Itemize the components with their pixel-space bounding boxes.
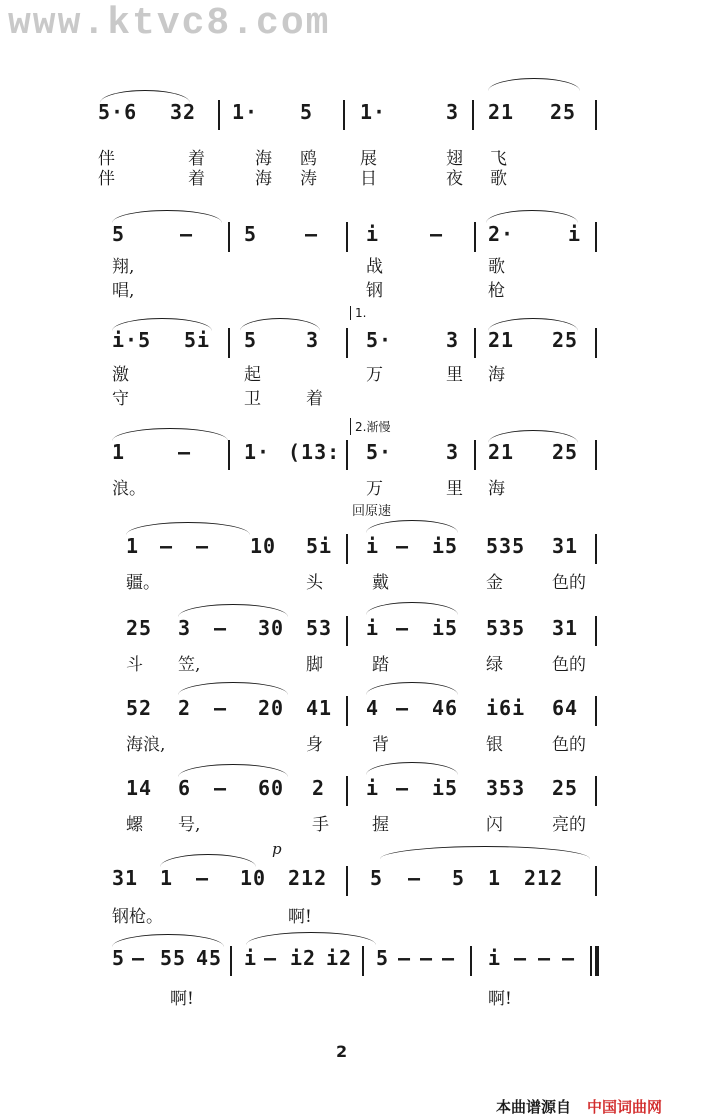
first-ending-bracket: 1. [350,306,366,320]
barline [346,328,348,358]
lyric-syllable: 钢 [366,281,383,301]
note: 32 [170,100,197,124]
note: 353 [486,776,526,800]
lyric-syllable: 海 [255,149,272,169]
barline [474,222,476,252]
source-credit [496,1096,662,1117]
note: — [538,946,552,970]
note: 1 [488,866,502,890]
note: 41 [306,696,333,720]
note-row [0,946,701,976]
note-row [0,100,701,130]
lyric-syllable: 里 [446,479,463,499]
note: 5 [370,866,384,890]
barline [362,946,364,976]
barline [228,328,230,358]
lyric-syllable: 万 [366,479,383,499]
note-row [0,776,701,806]
lyric-line-1 [0,984,701,1008]
lyric-syllable: 伴 [98,169,115,189]
note: — [420,946,434,970]
note: 25 [126,616,153,640]
lyric-syllable: 银 [486,735,503,755]
lyric-syllable: 闪 [486,815,503,835]
note: 5 [452,866,466,890]
barline [230,946,232,976]
note: 5 [300,100,314,124]
lyric-syllable: 笠, [178,655,201,675]
note: 2· [488,222,515,246]
barline [346,776,348,806]
barline [346,696,348,726]
note: 53 [306,616,333,640]
lyric-line-1 [0,730,701,754]
note: 212 [288,866,328,890]
lyric-syllable: 枪 [488,281,505,301]
lyric-syllable: 海 [488,479,505,499]
note-row [0,616,701,646]
note: i2 [290,946,317,970]
lyric-syllable: 绿 [486,655,503,675]
note: 2 [178,696,192,720]
note: 535 [486,534,526,558]
note: 25 [550,100,577,124]
lyric-syllable: 戴 [372,573,389,593]
note: i [568,222,582,246]
barline [595,696,597,726]
note: 3 [306,328,320,352]
note: 5· [366,328,393,352]
note: 3 [178,616,192,640]
note: 52 [126,696,153,720]
note: 31 [112,866,139,890]
source-credit-site[interactable]: 中国词曲网 [587,1098,663,1116]
lyric-syllable: 鸥 [300,149,317,169]
lyric-syllable: 海 [255,169,272,189]
note: — [442,946,456,970]
note: 6 [178,776,192,800]
lyric-syllable: 握 [372,815,389,835]
second-ending-bracket: 2.渐慢 [350,418,390,435]
note: 5 [244,222,258,246]
barline [474,440,476,470]
lyric-syllable: 踏 [372,655,389,675]
lyric-syllable: 号, [178,815,201,835]
barline [228,440,230,470]
note: 5i [184,328,211,352]
lyric-syllable: 激 [112,365,129,385]
lyric-syllable: 万 [366,365,383,385]
barline [595,328,597,358]
lyric-syllable: 色的 [552,655,586,675]
note: — [562,946,576,970]
note: 1· [360,100,387,124]
lyric-syllable: 海浪, [126,735,166,755]
barline [595,534,597,564]
note: — [514,946,528,970]
lyric-syllable: 歌 [490,169,507,189]
barline [472,100,474,130]
note: 5 [112,946,126,970]
note: 1· [244,440,271,464]
lyric-line-1 [0,902,701,926]
lyric-syllable: 海 [488,365,505,385]
lyric-line-1 [0,568,701,592]
note-row [0,440,701,470]
note: 4 [366,696,380,720]
lyric-syllable: 啊! [288,907,312,927]
note: i [244,946,258,970]
note: 5 [112,222,126,246]
barline [228,222,230,252]
dynamic-marking: p [272,840,282,858]
note: — [398,946,412,970]
note: 31 [552,616,579,640]
note: — [396,776,410,800]
lyric-line-1 [0,474,701,498]
note: 5 [244,328,258,352]
note: 25 [552,440,579,464]
note: i [488,946,502,970]
note: 1· [232,100,259,124]
note: 64 [552,696,579,720]
note-row [0,328,701,358]
barline [343,100,345,130]
barline [346,534,348,564]
barline [595,776,597,806]
note: 21 [488,100,515,124]
note: i [366,616,380,640]
lyric-line-2 [0,276,701,300]
note: — [214,776,228,800]
watermark-text: www.ktvc8.com [8,2,331,45]
note: 535 [486,616,526,640]
note: — [132,946,146,970]
lyric-syllable: 涛 [300,169,317,189]
lyric-syllable: 脚 [306,655,323,675]
lyric-syllable: 歌 [488,257,505,277]
note: 1 [160,866,174,890]
note: — [178,440,192,464]
note: i [366,222,380,246]
note: 46 [432,696,459,720]
tempo-marking: 回原速 [352,504,392,519]
barline [218,100,220,130]
note: — [264,946,278,970]
lyric-line-2 [0,164,701,188]
note: 25 [552,776,579,800]
barline [474,328,476,358]
note: 60 [258,776,285,800]
lyric-syllable: 着 [188,169,205,189]
note: 20 [258,696,285,720]
note: — [408,866,422,890]
lyric-syllable: 头 [306,573,323,593]
note: 21 [488,440,515,464]
note: — [396,616,410,640]
note: — [180,222,194,246]
lyric-syllable: 亮的 [552,815,586,835]
lyric-syllable: 斗 [126,655,143,675]
note-row [0,866,701,896]
lyric-syllable: 浪。 [112,479,146,499]
lyric-syllable: 守 [112,389,129,409]
note: 10 [240,866,267,890]
barline [346,866,348,896]
lyric-syllable: 金 [486,573,503,593]
barline [595,616,597,646]
lyric-syllable: 螺 [126,815,143,835]
note: 5· [366,440,393,464]
note: i·5 [112,328,152,352]
lyric-syllable: 展 [360,149,377,169]
lyric-syllable: 夜 [446,169,463,189]
note: 45 [196,946,223,970]
barline [595,100,597,130]
lyric-syllable: 手 [312,815,329,835]
lyric-syllable: 伴 [98,149,115,169]
lyric-syllable: 卫 [244,389,261,409]
note: — [196,534,210,558]
note: 3 [446,100,460,124]
note: i5 [432,616,459,640]
note: 2 [312,776,326,800]
barline [595,222,597,252]
note: — [305,222,319,246]
lyric-line-1 [0,360,701,384]
note-row [0,696,701,726]
note-row [0,534,701,564]
lyric-syllable: 起 [244,365,261,385]
note: i5 [432,776,459,800]
note: i6i [486,696,526,720]
note: — [396,696,410,720]
note: i [366,534,380,558]
note: — [196,866,210,890]
note: (13: [288,440,341,464]
note: 1 [126,534,140,558]
lyric-syllable: 翅 [446,149,463,169]
note: — [396,534,410,558]
barline [346,222,348,252]
lyric-line-1 [0,650,701,674]
lyric-syllable: 钢枪。 [112,907,163,927]
note: 30 [258,616,285,640]
note: i2 [326,946,353,970]
lyric-syllable: 背 [372,735,389,755]
lyric-syllable: 疆。 [126,573,160,593]
barline [595,866,597,896]
note: 5·6 [98,100,138,124]
note: — [160,534,174,558]
barline [595,440,597,470]
lyric-syllable: 翔, [112,257,135,277]
note: — [430,222,444,246]
note: — [214,616,228,640]
source-credit-label: 本曲谱源自 [496,1098,572,1116]
note: 3 [446,328,460,352]
note: 212 [524,866,564,890]
lyric-syllable: 啊! [488,989,512,1009]
note: 55 [160,946,187,970]
note: i5 [432,534,459,558]
note: — [214,696,228,720]
lyric-syllable: 日 [360,169,377,189]
final-barline [590,946,592,976]
final-barline-thick [595,946,599,976]
barline [346,440,348,470]
note: 21 [488,328,515,352]
lyric-syllable: 唱, [112,281,135,301]
note: 5 [376,946,390,970]
page-number: 2 [336,1042,348,1061]
note: 14 [126,776,153,800]
lyric-line-1 [0,810,701,834]
note-row [0,222,701,252]
lyric-syllable: 色的 [552,735,586,755]
lyric-syllable: 战 [366,257,383,277]
note: 1 [112,440,126,464]
lyric-syllable: 身 [306,735,323,755]
note: 25 [552,328,579,352]
lyric-syllable: 里 [446,365,463,385]
lyric-syllable: 着 [306,389,323,409]
lyric-syllable: 着 [188,149,205,169]
note: i [366,776,380,800]
lyric-line-2 [0,384,701,408]
note: 10 [250,534,277,558]
barline [470,946,472,976]
lyric-syllable: 飞 [490,149,507,169]
lyric-syllable: 色的 [552,573,586,593]
barline [346,616,348,646]
lyric-syllable: 啊! [170,989,194,1009]
note: 5i [306,534,333,558]
note: 3 [446,440,460,464]
note: 31 [552,534,579,558]
lyric-line-1 [0,252,701,276]
